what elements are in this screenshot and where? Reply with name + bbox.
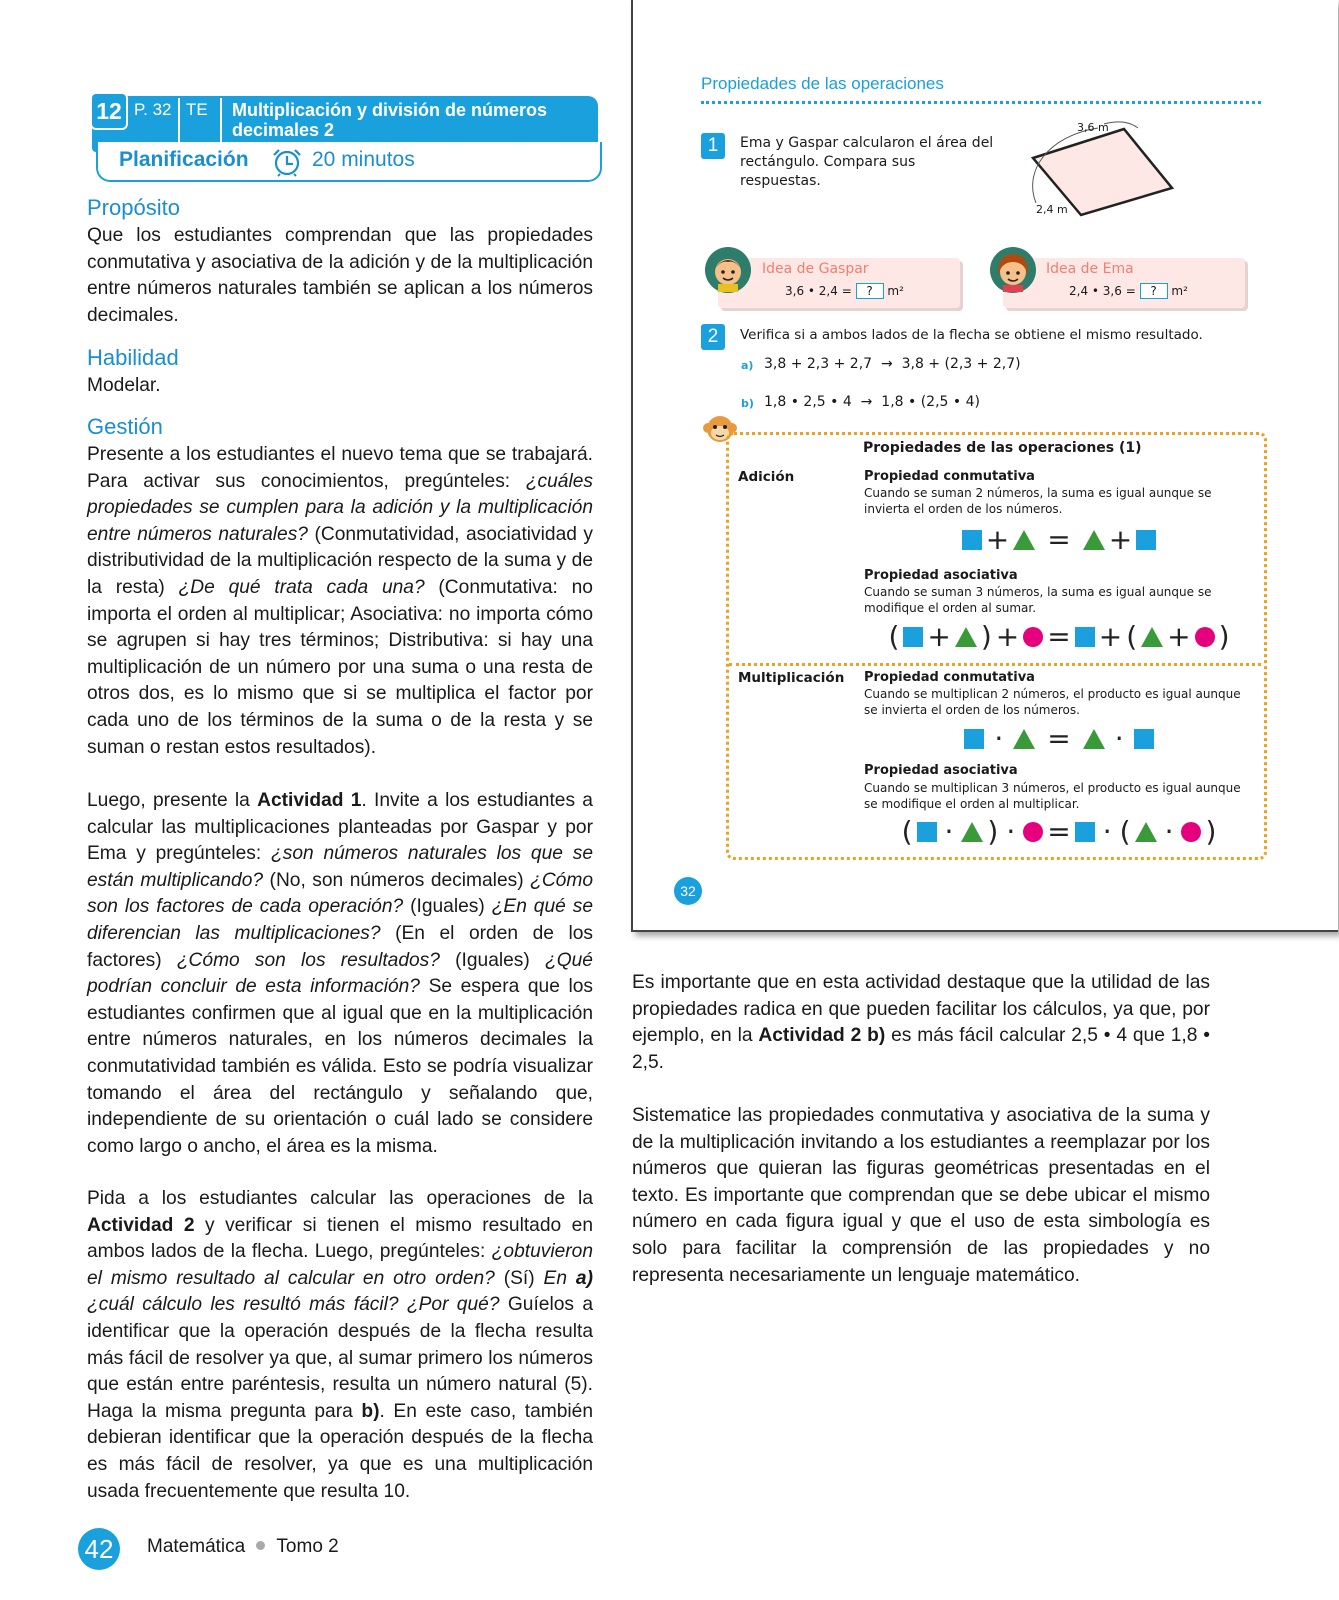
- add-associative-name: Propiedad asociativa: [864, 568, 1018, 583]
- multiplication-label: Multiplicación: [738, 670, 845, 686]
- properties-title: Propiedades de las operaciones (1): [863, 440, 1142, 456]
- item-a-label: a): [741, 359, 754, 372]
- green-triangle-icon: [1013, 530, 1035, 550]
- activity-2-number: 2: [701, 324, 725, 350]
- item-b-expression: 1,8 • 2,5 • 4 → 1,8 • (2,5 • 4): [764, 394, 980, 410]
- green-triangle-icon: [955, 627, 977, 647]
- item-b-label: b): [741, 397, 754, 410]
- section-divider: [701, 101, 1261, 104]
- planning-label: Planificación: [119, 148, 249, 171]
- mul-associative-formula: ( · ) · = · ( · ): [901, 815, 1217, 848]
- page-reference: P. 32: [134, 100, 172, 119]
- alarm-clock-icon: [270, 147, 304, 177]
- purpose-text: Que los estudiantes comprendan que las propiedades conmutativa y asociativa de la adición y de la multiplicación entre números naturales también se aplican a los números decimales.: [87, 225, 593, 326]
- mul-commutative-formula: · = ·: [864, 722, 1254, 755]
- green-triangle-icon: [1083, 530, 1105, 550]
- add-commutative-formula: + = +: [864, 523, 1254, 556]
- rectangle-top-label: 3,6 m: [1077, 121, 1109, 134]
- management-paragraph-1: Presente a los estudiantes el nuevo tema que se trabajará. Para activar sus conocimientos, pregúnteles: ¿cuáles propiedades se cumplen para la adición y la multiplicación entre números naturales? (Conmutatividad, asociatividad y distributividad de la multiplicación respecto de la suma y de la resta) ¿De qué trata cada una? (Conmutativa: no importa el orden al multiplicar; Asociativa: no importa cómo se agrupen si hay tres términos; Distributiva: si hay una multiplicación de un número por una suma o una resta de otros dos, es lo mismo que si se multiplica el factor por cada uno de los términos de la suma o de la resta y se suman o restan estos resultados).: [87, 444, 593, 758]
- management-heading: Gestión: [87, 414, 163, 439]
- lesson-title: Multiplicación y división de números decimales 2: [232, 100, 548, 140]
- item-a-expression: 3,8 + 2,3 + 2,7 → 3,8 + (2,3 + 2,7): [764, 356, 1021, 372]
- mul-associative-name: Propiedad asociativa: [864, 763, 1018, 778]
- ema-avatar-icon: [989, 246, 1037, 294]
- header-divider: [220, 98, 222, 142]
- lesson-number: 12: [90, 92, 128, 130]
- skill-heading: Habilidad: [87, 345, 179, 370]
- purpose-heading: Propósito: [87, 195, 180, 220]
- green-triangle-icon: [1135, 822, 1157, 842]
- gaspar-expression: 3,6 • 2,4 = ? m²: [785, 284, 904, 298]
- rectangle-left-label: 2,4 m: [1036, 203, 1068, 216]
- activity-1-text: Ema y Gaspar calcularon el área del rectángulo. Compara sus respuestas.: [740, 135, 994, 189]
- te-label: TE: [186, 100, 208, 119]
- blue-square-icon: [1075, 627, 1095, 647]
- skill-text: Modelar.: [87, 375, 161, 396]
- pink-circle-icon: [1195, 627, 1215, 647]
- activity-1-number: 1: [701, 133, 725, 159]
- ema-idea-title: Idea de Ema: [1046, 261, 1134, 277]
- mul-commutative-name: Propiedad conmutativa: [864, 670, 1035, 685]
- pink-circle-icon: [1023, 627, 1043, 647]
- properties-divider: [729, 663, 1261, 666]
- green-triangle-icon: [1083, 729, 1105, 749]
- gaspar-avatar-icon: [704, 246, 752, 294]
- ema-expression: 2,4 • 3,6 = ? m²: [1069, 284, 1188, 298]
- planning-time: 20 minutos: [312, 148, 415, 171]
- blue-square-icon: [964, 729, 984, 749]
- add-commutative-name: Propiedad conmutativa: [864, 469, 1035, 484]
- add-commutative-desc: Cuando se suman 2 números, la suma es igual aunque se invierta el orden de los números.: [864, 486, 1212, 516]
- footer-subject: Matemática Tomo 2: [147, 1536, 339, 1557]
- blue-square-icon: [1134, 729, 1154, 749]
- pink-circle-icon: [1181, 822, 1201, 842]
- gaspar-idea-title: Idea de Gaspar: [762, 261, 869, 277]
- green-triangle-icon: [961, 822, 983, 842]
- mul-commutative-desc: Cuando se multiplican 2 números, el producto es igual aunque se invierta el orden de los números.: [864, 687, 1241, 717]
- page-number: 42: [78, 1528, 120, 1570]
- blue-square-icon: [917, 822, 937, 842]
- management-paragraph-3: Pida a los estudiantes calcular las operaciones de la Actividad 2 y verificar si tienen el mismo resultado en ambos lados de la flecha. Luego, pregúnteles: ¿obtuvieron el mismo resultado al calcular en otro orden? (Sí) En a) ¿cuál cálculo les resultó más fácil? ¿Por qué? Guíelos a identificar que la operación después de la flecha resulta más fácil de resolver ya que, al sumar primero los números que están entre paréntesis, resulta un número natural (5). Haga la misma pregunta para b). En este caso, también debieran identificar que la operación después de la flecha es más fácil de resolver, ya que es una multiplicación usada frecuentemente que resulta 10.: [87, 1188, 593, 1502]
- unknown-box: ?: [856, 283, 884, 299]
- unknown-box: ?: [1140, 283, 1168, 299]
- mul-associative-desc: Cuando se multiplican 3 números, el producto es igual aunque se modifique el orden al multiplicar.: [864, 781, 1241, 811]
- blue-square-icon: [903, 627, 923, 647]
- header-divider: [178, 98, 180, 142]
- blue-square-icon: [1075, 822, 1095, 842]
- footer-dot: [256, 1541, 265, 1550]
- pink-circle-icon: [1023, 822, 1043, 842]
- blue-square-icon: [962, 530, 982, 550]
- add-associative-formula: ( + ) + = + ( + ): [888, 620, 1230, 653]
- addition-label: Adición: [738, 469, 795, 485]
- right-paragraph-1: Es importante que en esta actividad destaque que la utilidad de las propiedades radica en que pueden facilitar los cálculos, ya que, por ejemplo, en la Actividad 2 b) es más fácil calcular 2,5 • 4 que 1,8 • 2,5.: [632, 972, 1211, 1073]
- green-triangle-icon: [1013, 729, 1035, 749]
- add-associative-desc: Cuando se suman 3 números, la suma es igual aunque se modifique el orden al sumar.: [864, 585, 1212, 615]
- green-triangle-icon: [1141, 627, 1163, 647]
- book-section-title: Propiedades de las operaciones: [701, 74, 944, 93]
- activity-2-text: Verifica si a ambos lados de la flecha se obtiene el mismo resultado.: [740, 327, 1203, 343]
- book-page-number: 32: [674, 877, 702, 905]
- management-paragraph-2: Luego, presente la Actividad 1. Invite a los estudiantes a calcular las multiplicaciones planteadas por Gaspar y por Ema y pregúnteles: ¿son números naturales los que se están multiplicando? (No, son números decimales) ¿Cómo son los factores de cada operación? (Iguales) ¿En qué se diferencian las multiplicaciones? (En el orden de los factores) ¿Cómo son los resultados? (Iguales) ¿Qué podrían concluir de esta información? Se espera que los estudiantes confirmen que al igual que en la multiplicación entre números naturales, en los números decimales la conmutatividad también es válida. Esto se podría visualizar tomando el área del rectángulo y señalando que, independiente de su orientación o cuál lado se considere como largo o ancho, el área es la misma.: [87, 790, 593, 1157]
- right-paragraph-2: Sistematice las propiedades conmutativa y asociativa de la suma y de la multiplicación invitando a los estudiantes a reemplazar por los números que quieran las figuras geométricas presentadas en el texto. Es importante que comprendan que se debe ubicar el mismo número en cada figura igual y que el uso de esta simbología es solo para facilitar la comprensión de las propiedades y no representa necesariamente un lenguaje matemático.: [632, 1105, 1210, 1286]
- blue-square-icon: [1136, 530, 1156, 550]
